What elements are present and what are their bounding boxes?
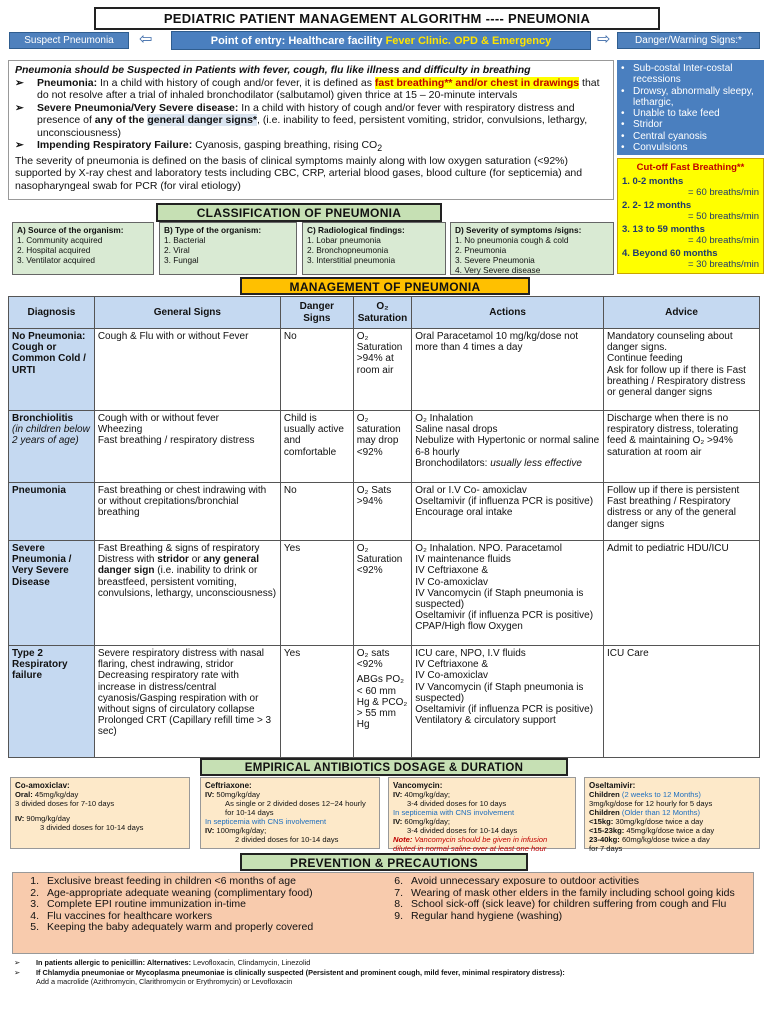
arrow-bullet-icon: ➢ (14, 958, 21, 967)
point-of-entry-box (171, 31, 591, 50)
footnote-macrolide: ➢ If Chlamydia pneumoniae or Mycoplasma pneumoniae is clinically suspected (Persistent and prominent cough, mild fever, minimal respiratory distress): Add a macrolide (Azithromycin, Clarithromycin or Erythromycin) or Levofloxacin (14, 968, 565, 986)
list-item: 4. Flu vaccines for healthcare workers (30, 909, 213, 922)
footnote-penicillin: ➢ In patients allergic to penicillin: Alternatives: Levofloxacin, Clindamycin, Linezolid (14, 958, 311, 967)
definition-respiratory-failure: ➢ Impending Respiratory Failure: Cyanosis, gasping breathing, rising $CO_2$ (15, 139, 383, 154)
classification-radiological: C) Radiological findings: 1. Lobar pneumonia 2. Bronchopneumonia 3. Interstitial pneumonia (302, 222, 446, 275)
danger-signs-list (617, 60, 764, 155)
definition-severity: The severity of pneumonia is defined on the basis of clinical symptoms mainly along with low oxygen saturation (<92%) supported by X-ray chest and laboratory tests including CBC, CRP, arterial blood gases, blood culture (for septicemia) and nasopharyngeal swab for PCR (for viral etiology) (15, 154, 583, 192)
list-item: • Stridor (621, 119, 663, 131)
page-title: PEDIATRIC PATIENT MANAGEMENT ALGORITHM ---- PNEUMONIA (94, 7, 660, 30)
table-row: No Pneumonia: Cough or Common Cold / URTI Cough & Flu with or without Fever No O₂ Saturation >94% at room air Oral Paracetamol 10 mg/kg/dose not more than 4 times a day Mandatory counseling about danger signs. Continue feeding Ask for follow up if there is Fast breathing / Respiratory distress or general danger signs (9, 329, 760, 411)
suspect-pneumonia-box: Suspect Pneumonia (9, 32, 129, 49)
list-item: 3. Complete EPI routine immunization in-time (30, 898, 246, 910)
list-item: 9. Regular hand hygiene (washing) (394, 909, 563, 922)
arrow-right-icon: ⇨ (597, 31, 611, 48)
bullet-icon: • (621, 63, 625, 74)
list-item: • Unable to take feed (621, 108, 720, 120)
bullet-icon: • (621, 119, 625, 131)
vancomycin-dosage: Vancomycin: IV: 40mg/kg/day; 3-4 divided doses for 10 days In septicemia with CNS involvement IV: 60mg/kg/day; 3-4 divided doses for 10-14 days Note: Vancomycin should be given in infusion diluted in normal saline over at least one hour (388, 777, 576, 849)
oseltamivir-dosage: Oseltamivir: Children (2 weeks to 12 Months) 3mg/kg/dose for 12 hourly for 5 days Children (Older than 12 Months) <15kg: 30mg/kg/dose twice a day <15-23kg: 45mg/kg/dose twice a day 23-40kg: 60mg/kg/dose twice a day for 7 days (584, 777, 760, 849)
bullet-icon: • (621, 142, 625, 154)
table-row: Type 2 Respiratory failure Severe respiratory distress with nasal flaring, chest indrawing, stridor Decreasing respiratory rate with increase in distress/central cyanosis/Gasping respiration with or without signs of circulatory collapse Prolonged CRT (Capillary refill time > 3 sec) Yes O₂ sats <92% ABGs PO₂ < 60 mm Hg & PCO₂ > 55 mm Hg ICU care, NPO, I.V fluids IV Ceftriaxone & IV Co-amoxiclav IV Vancomycin (if Staph pneumonia is suspected) Oseltamivir (if influenza PCR is positive) Ventilatory & circulatory support ICU Care (9, 646, 760, 758)
definition-pneumonia: ➢ Pneumonia: In a child with history of cough and/or fever, it is defined as fast breathing** and/or chest in drawings that do not resolve after a trial of inhaled bronchodilator (salbutamol) given thrice at 15 – 20-minute intervals (15, 76, 600, 101)
classification-title: CLASSIFICATION OF PNEUMONIA (156, 203, 442, 222)
table-row: Severe Pneumonia / Very Severe Disease Fast Breathing & signs of respiratory Distress with stridor or any general danger sign (i.e. inability to drink or breastfeed, persistent vomiting, convulsions, lethargy, unconsciousness) Yes O₂ Saturation <92% O₂ Inhalation. NPO. Paracetamol IV maintenance fluids IV Ceftriaxone & IV Co-amoxiclav IV Vancomycin (if Staph pneumonia is suspected) Oseltamivir (if influenza PCR is positive) CPAP/High flow Oxygen Admit to pediatric HDU/ICU (9, 541, 760, 646)
list-item: • Drowsy, abnormally sleepy, lethargic, (621, 85, 754, 108)
arrow-bullet-icon: ➢ (15, 139, 24, 151)
entry-prefix: Point of entry: Healthcare facility (210, 35, 386, 47)
table-row: Pneumonia Fast breathing or chest indrawing with or without crepitations/bronchial breathing No O₂ Sats >94% Oral or I.V Co- amoxiclav Oseltamivir (if influenza PCR is positive) Encourage oral intake Follow up if there is persistent Fast breathing / Respiratory distress or any of the general danger signs (9, 483, 760, 541)
management-title: MANAGEMENT OF PNEUMONIA (240, 277, 530, 295)
list-item: 6. Avoid unnecessary exposure to outdoor activities (394, 875, 640, 887)
arrow-bullet-icon: ➢ (15, 76, 24, 89)
cutoff-fast-breathing: Cut-off Fast Breathing** 1. 0-2 months = 60 breaths/min 2. 2- 12 months = 50 breaths/min 3. 13 to 59 months = 40 breaths/min 4. Beyond 60 months = 30 breaths/min (617, 158, 764, 274)
list-item: 5. Keeping the baby adequately warm and properly covered (30, 921, 314, 933)
list-item: 1. Exclusive breast feeding in children <6 months of age (30, 875, 296, 887)
cutoff-title: Cut-off Fast Breathing** (636, 162, 745, 173)
definition-intro: Pneumonia should be Suspected in Patients with fever, cough, flu like illness and difficulty in breathing (15, 64, 531, 76)
antibiotics-title: EMPIRICAL ANTIBIOTICS DOSAGE & DURATION (200, 758, 568, 776)
definition-severe-pneumonia: ➢ Severe Pneumonia/Very Severe disease: In a child with history of cough and/or fever with respiratory distress and presence of any of the general danger signs*, (i.e. inability to feed, persistent vomiting, stridor, convulsions, lethargy, unconsciousness) (15, 101, 588, 139)
management-table (8, 296, 760, 758)
coamoxiclav-dosage: Co-amoxiclav: Oral: 45mg/kg/day 3 divided doses for 7-10 days IV: 90mg/kg/day 3 divided doses for 10-14 days (10, 777, 190, 849)
classification-source: A) Source of the organism: 1. Community acquired 2. Hospital acquired 3. Ventilator acquired (12, 222, 154, 275)
list-item: 8. School sick-off (sick leave) for children suffering from cough and Flu (394, 898, 727, 910)
list-item: • Central cyanosis (621, 130, 707, 142)
classification-type: B) Type of the organism: 1. Bacterial 2. Viral 3. Fungal (159, 222, 297, 275)
ceftriaxone-dosage: Ceftriaxone: IV: 50mg/kg/day As single or 2 divided doses 12~24 hourly for 10-14 days In septicemia with CNS involvement IV: 100mg/kg/day; 2 divided doses for 10-14 days (200, 777, 380, 849)
table-header: Diagnosis General Signs Danger Signs O₂ Saturation Actions Advice (9, 297, 760, 329)
classification-severity: D) Severity of symptoms /signs: 1. No pneumonia cough & cold 2. Pneumonia 3. Severe Pneumonia 4. Very Severe disease (450, 222, 614, 275)
prevention-list (12, 872, 754, 954)
entry-highlight: Fever Clinic. OPD & Emergency (385, 35, 552, 47)
list-item: 2. Age-appropriate adequate weaning (complimentary food) (30, 886, 313, 899)
arrow-bullet-icon: ➢ (14, 968, 21, 977)
list-item: 7. Wearing of mask other elders in the family including school going kids (394, 886, 735, 899)
pneumonia-definition (8, 60, 614, 200)
arrow-bullet-icon: ➢ (15, 101, 24, 114)
table-row: Bronchiolitis (in children below 2 years of age) Cough with or without fever Wheezing Fast breathing / respiratory distress Child is usually active and comfortable O₂ saturation may drop <92% O₂ Inhalation Saline nasal drops Nebulize with Hypertonic or normal saline 6-8 hourly Bronchodilators: usually less effective Discharge when there is no respiratory distress, tolerating feed & maintaining O₂ >94% saturation at room air (9, 411, 760, 483)
list-item: • Convulsions (621, 142, 688, 154)
bullet-icon: • (621, 108, 625, 120)
bullet-icon: • (621, 85, 625, 97)
bullet-icon: • (621, 130, 625, 142)
list-item: • Sub-costal Inter-costal recessions (621, 63, 733, 86)
arrow-left-icon: ⇦ (139, 31, 153, 48)
danger-signs-box: Danger/Warning Signs:* (617, 32, 760, 49)
prevention-title: PREVENTION & PRECAUTIONS (240, 853, 528, 871)
